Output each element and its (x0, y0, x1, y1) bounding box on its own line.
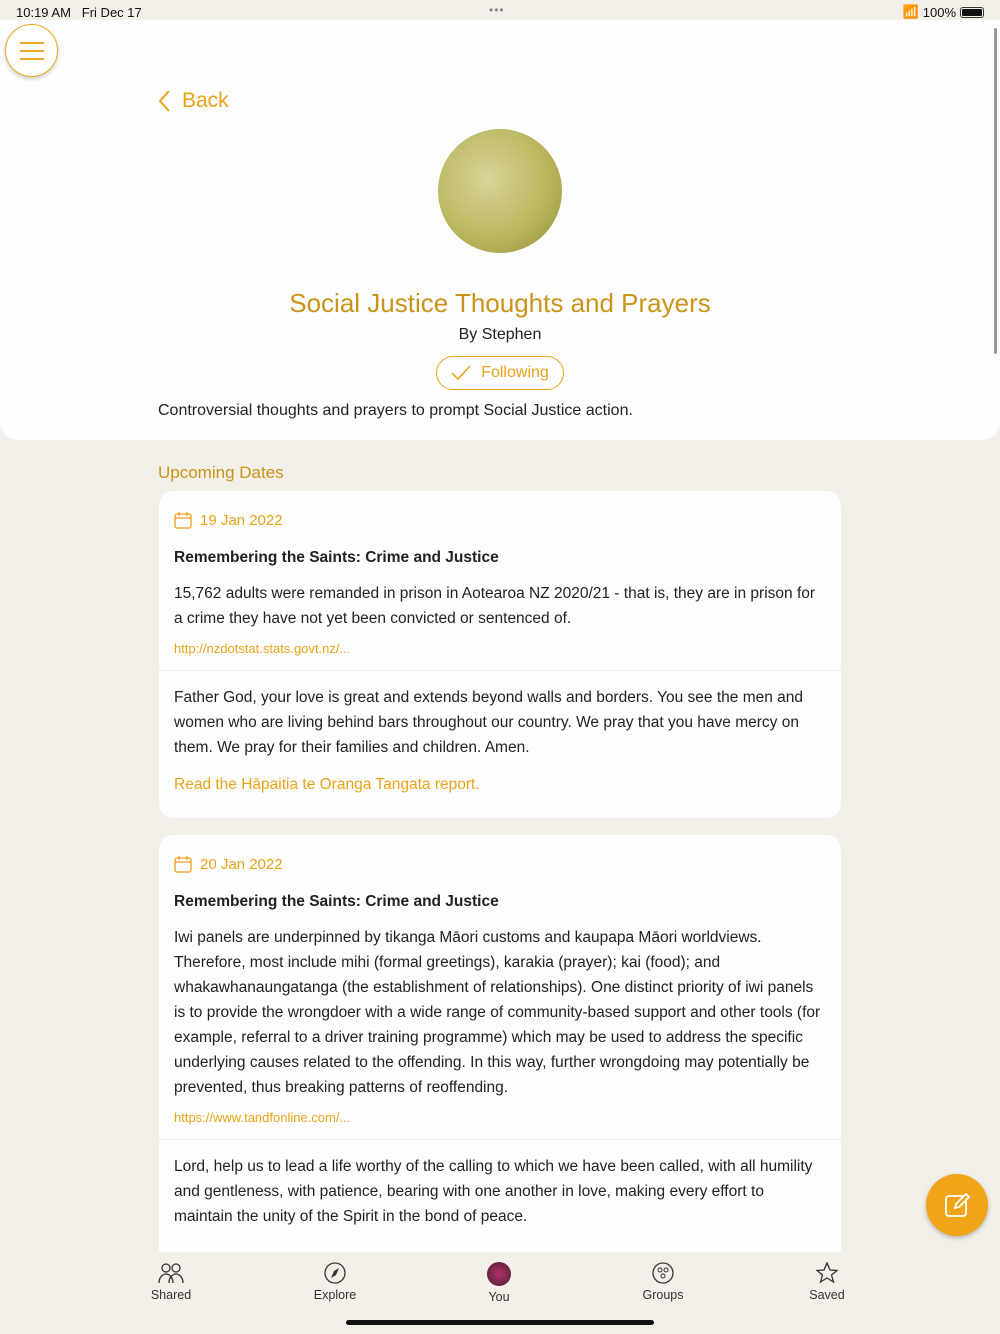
edit-icon (943, 1191, 971, 1219)
menu-button[interactable] (5, 24, 58, 77)
chevron-left-icon (158, 90, 170, 112)
entry-prayer: Father God, your love is great and extends beyond walls and borders. You see the men and women who are living behind bars throughout our country. We pray that you have mercy on them. We pray for their families and children. Amen. (174, 689, 804, 756)
battery-percent: 100% (922, 4, 956, 20)
back-label: Back (182, 89, 229, 112)
entry-prayer: Lord, help us to lead a life worthy of the calling to which we have been called, with all humility and gentleness, with patience, bearing with one another in love, making every effort to maintain the unity of the Spirit in the bond of peace. (174, 1158, 813, 1225)
entry-text: 15,762 adults were remanded in prison in Aotearoa NZ 2020/21 - that is, they are in prison for a crime they have not yet been convicted or sentenced of. (174, 585, 816, 627)
entry-text: Iwi panels are underpinned by tikanga Māori customs and kaupapa Māori worldviews. Therefore, most include mihi (formal greetings), karakia (prayer); kai (food); and whakawhanaungatanga (the establishment of relationships). One distinct priority of iwi panels is to provide the wrongdoer with a wide range of community-based support and other tools (for example, referral to a driver training programme) which may be used to address the specific underlying causes related to the offending. In this way, further wrongdoing may potentially be prevented, thus breaking patterns of reoffending. (174, 929, 821, 1096)
back-button[interactable] (158, 89, 229, 113)
groups-icon (652, 1262, 674, 1284)
wifi-icon: 📶 (902, 4, 919, 19)
entry-title: Remembering the Saints: Crime and Justice (174, 549, 499, 566)
checkmark-icon (451, 365, 471, 381)
group-description: Controversial thoughts and prayers to prompt Social Justice action. (158, 402, 633, 419)
group-image-globe (438, 129, 562, 253)
tab-explore[interactable]: Explore (285, 1262, 385, 1302)
entry-date: 19 Jan 2022 (174, 511, 826, 529)
read-report-link[interactable]: Read the Hāpaitia te Oranga Tangata report. (174, 776, 480, 793)
star-icon (816, 1262, 838, 1284)
tab-saved[interactable]: Saved (777, 1262, 877, 1302)
date-card (159, 491, 841, 818)
entry-title: Remembering the Saints: Crime and Justice (174, 893, 499, 910)
battery-icon (960, 7, 984, 18)
tab-shared[interactable]: Shared (121, 1262, 221, 1302)
home-indicator[interactable] (346, 1320, 654, 1325)
status-bar (0, 0, 1000, 22)
entry-date: 20 Jan 2022 (174, 855, 826, 873)
calendar-icon (174, 855, 192, 873)
group-author: By Stephen (458, 326, 542, 343)
section-title: Upcoming Dates (158, 463, 284, 482)
calendar-icon (174, 511, 192, 529)
avatar (487, 1262, 511, 1286)
entry-source-link[interactable]: http://nzdotstat.stats.govt.nz/... (174, 641, 351, 656)
entry-source-link[interactable]: https://www.tandfonline.com/... (174, 1110, 351, 1125)
compose-button[interactable] (926, 1174, 988, 1236)
compass-icon (324, 1262, 346, 1284)
multitask-dots[interactable]: ••• (489, 3, 505, 17)
tab-you[interactable]: You (449, 1262, 549, 1304)
following-button[interactable]: Following (436, 356, 564, 390)
group-title: Social Justice Thoughts and Prayers (289, 288, 711, 318)
tab-groups[interactable]: Groups (613, 1262, 713, 1302)
people-icon (157, 1262, 185, 1284)
date-card (159, 835, 841, 1252)
status-time: 10:19 AM Fri Dec 17 (16, 5, 142, 20)
